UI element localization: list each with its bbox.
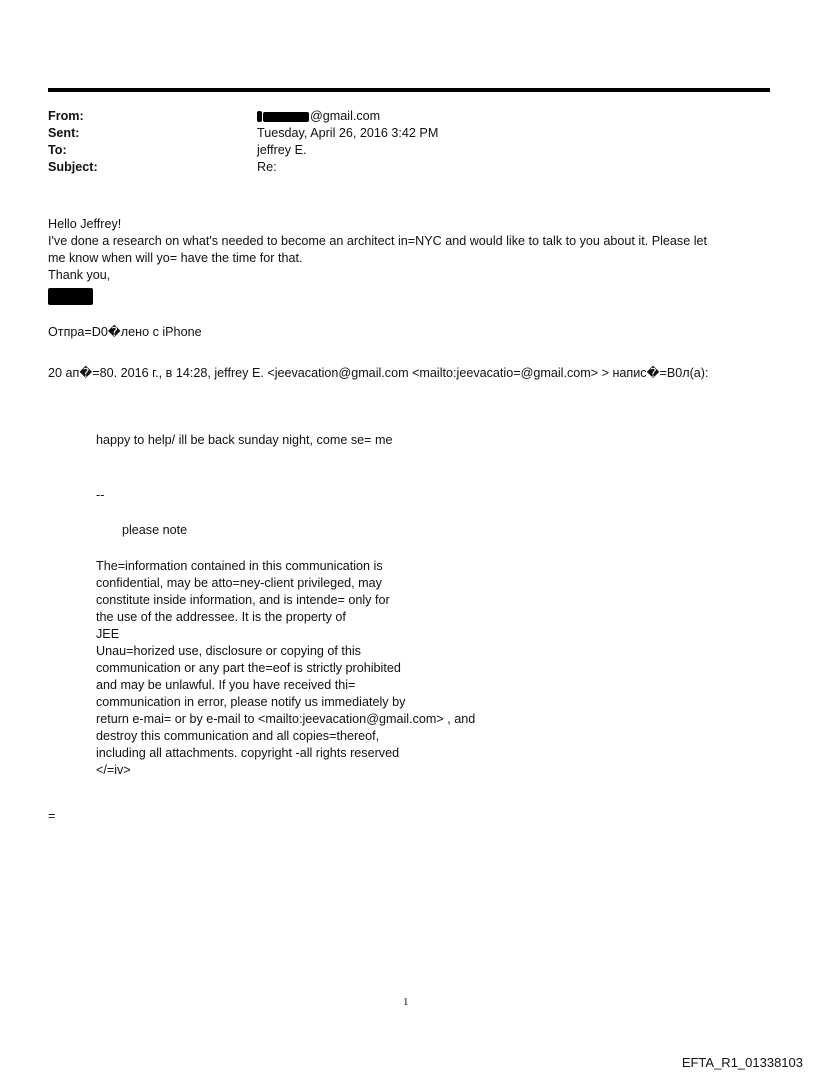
- disclaimer: [96, 558, 475, 779]
- signature-separator: --: [96, 488, 105, 502]
- disclaimer-line: return e-mai= or by e-mail to <mailto:jeevacation@gmail.com> , and: [96, 712, 476, 726]
- quote-header: 20 ап�=80. 2016 г., в 14:28, jeffrey E. <jeevacation@gmail.com <mailto:jeevacatio=@gmail.com> > напис�=B0л(а):: [48, 366, 709, 380]
- disclaimer-line: communication in error, please notify us immediately by: [96, 695, 406, 709]
- from-email-domain: @gmail.com: [310, 109, 381, 123]
- page-number: 1: [403, 996, 409, 1008]
- redaction: [257, 111, 262, 122]
- body-line: me know when will yo= have the time for that.: [48, 251, 303, 265]
- to-label: To:: [48, 143, 67, 157]
- trailing-char: =: [48, 809, 56, 823]
- disclaimer-line: communication or any part the=eof is strictly prohibited: [96, 661, 401, 675]
- disclaimer-line: the use of the addressee. It is the property of: [96, 610, 346, 624]
- from-label: From:: [48, 109, 84, 123]
- disclaimer-line: Unau=horized use, disclosure or copying of this: [96, 644, 361, 658]
- disclaimer-line: The=information contained in this communication is: [96, 559, 383, 573]
- sent-value: Tuesday, April 26, 2016 3:42 PM: [257, 126, 439, 140]
- to-value: jeffrey E.: [257, 143, 307, 157]
- from-value: [257, 108, 380, 125]
- subject-label: Subject:: [48, 160, 98, 174]
- greeting: Hello Jeffrey!: [48, 217, 122, 231]
- disclaimer-line: constitute inside information, and is intende= only for: [96, 593, 390, 607]
- please-note: please note: [122, 523, 188, 537]
- message-body: [48, 216, 707, 284]
- disclaimer-line: including all attachments. copyright -all rights reserved: [96, 746, 400, 760]
- footer-id: EFTA_R1_01338103: [681, 1055, 803, 1070]
- redaction: [263, 112, 309, 122]
- disclaimer-line: destroy this communication and all copies=thereof,: [96, 729, 380, 743]
- body-line: Thank you,: [48, 268, 111, 282]
- disclaimer-line: confidential, may be atto=ney-client privileged, may: [96, 576, 382, 590]
- body-line: I've done a research on what's needed to become an architect in=NYC and would like to talk to you about it. Please let: [48, 234, 708, 248]
- disclaimer-line: and may be unlawful. If you have received thi=: [96, 678, 356, 692]
- disclaimer-line: </=iv>: [96, 763, 131, 777]
- header-rule: [48, 88, 770, 92]
- signature-redaction: [48, 288, 93, 305]
- sent-label: Sent:: [48, 126, 80, 140]
- sent-from-line: Отпра=D0�лено с iPhone: [48, 325, 202, 339]
- reply-text: happy to help/ ill be back sunday night, come se= me: [96, 433, 393, 447]
- disclaimer-line: JEE: [96, 627, 120, 641]
- subject-value: Re:: [257, 160, 277, 174]
